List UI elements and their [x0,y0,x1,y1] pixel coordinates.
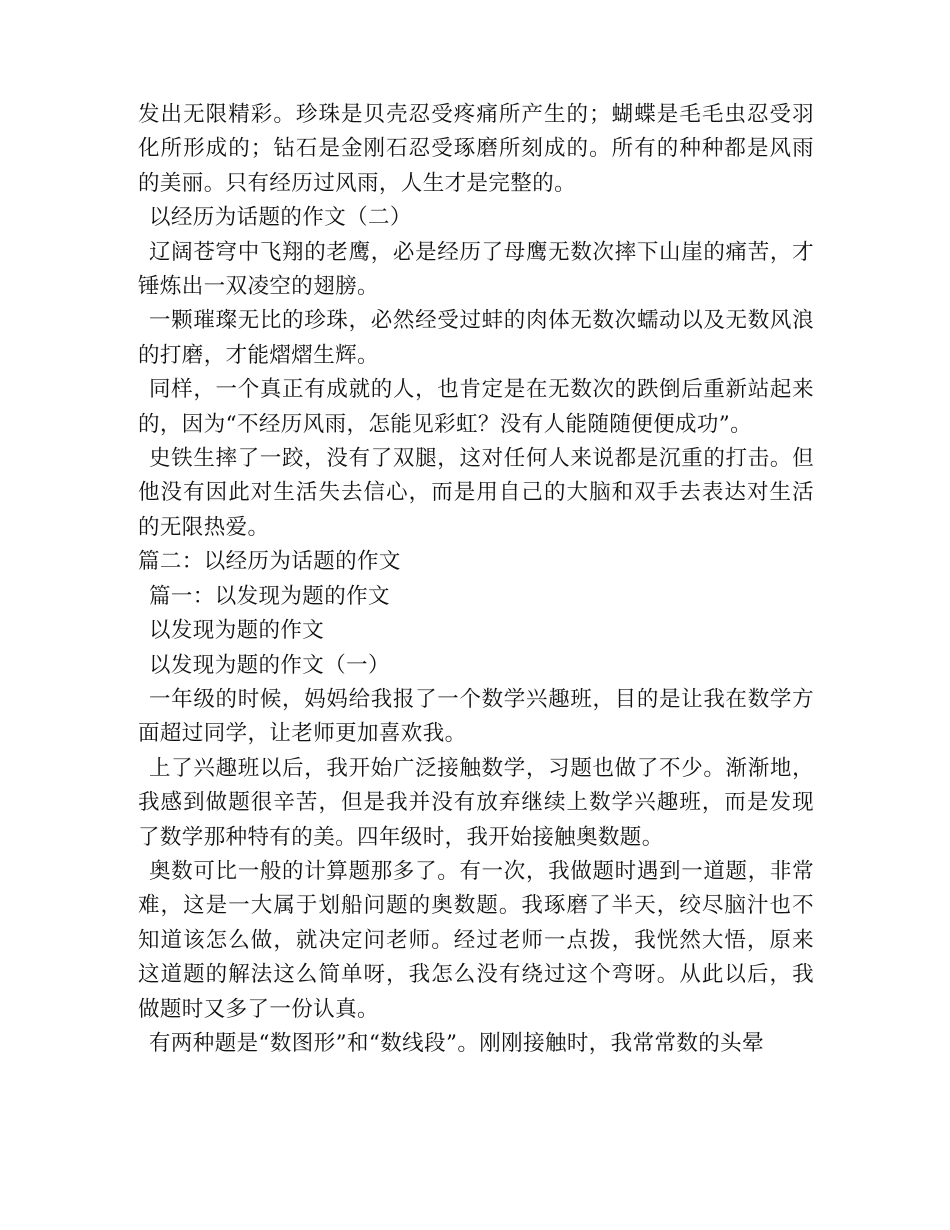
paragraph: 有两种题是“数图形”和“数线段”。刚刚接触时，我常常数的头晕 [149,1030,764,1056]
document-page [138,98,814,1061]
section-heading: 以发现为题的作文（一） [149,652,390,678]
paragraph: 同样，一个真正有成就的人，也肯定是在无数次的跌倒后重新站起来的，因为“不经历风雨，怎能见彩虹？没有人能随随便便成功”。 [138,377,814,437]
section-heading: 以发现为题的作文 [149,618,325,644]
paragraph: 一年级的时候，妈妈给我报了一个数学兴趣班，目的是让我在数学方面超过同学，让老师更加喜欢我。 [138,686,814,747]
chapter-heading: 篇二：以经历为话题的作文 [138,549,401,575]
paragraph: 上了兴趣班以后，我开始广泛接触数学，习题也做了不少。渐渐地，我感到做题很辛苦，但是我并没有放弃继续上数学兴趣班，而是发现了数学那种特有的美。四年级时，我开始接触奥数题。 [138,755,814,850]
paragraph-continuation: 发出无限精彩。珍珠是贝壳忍受疼痛所产生的；蝴蝶是毛毛虫忍受羽化所形成的；钻石是金刚石忍受琢磨所刻成的。所有的种种都是风雨的美丽。只有经历过风雨，人生才是完整的。 [138,102,814,196]
paragraph: 辽阔苍穹中飞翔的老鹰，必是经历了母鹰无数次摔下山崖的痛苦，才锤炼出一双凌空的翅膀。 [138,239,814,300]
section-heading: 篇一：以发现为题的作文 [149,583,390,609]
paragraph: 一颗璀璨无比的珍珠，必然经受过蚌的肉体无数次蠕动以及无数风浪的打磨，才能熠熠生辉。 [138,308,814,368]
paragraph: 史铁生摔了一跤，没有了双腿，这对任何人来说都是沉重的打击。但他没有因此对生活失去信心，而是用自己的大脑和双手去表达对生活的无限热爱。 [138,446,814,540]
section-heading: 以经历为话题的作文（二） [149,205,412,231]
paragraph: 奥数可比一般的计算题那多了。有一次，我做题时遇到一道题，非常难，这是一大属于划船问题的奥数题。我琢磨了半天，绞尽脑汁也不知道该怎么做，就决定问老师。经过老师一点拨，我恍然大悟，原来这道题的解法这么简单呀，我怎么没有绕过这个弯呀。从此以后，我做题时又多了一份认真。 [138,858,814,1022]
